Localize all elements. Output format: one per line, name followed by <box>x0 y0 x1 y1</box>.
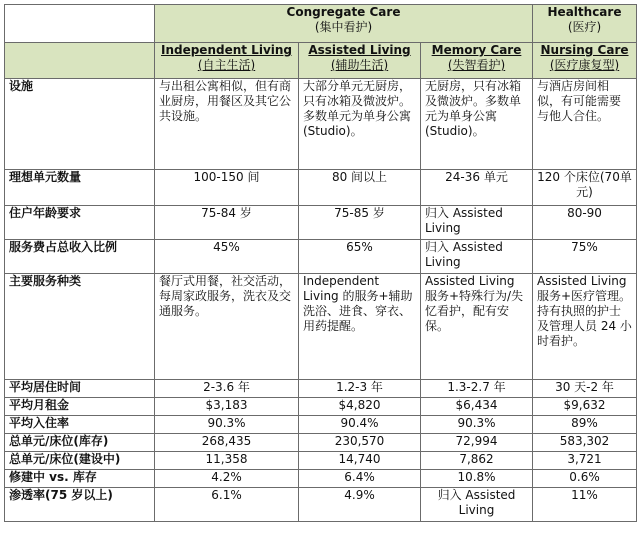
table-cell: 餐厅式用餐，社交活动，每周家政服务，洗衣及交通服务。 <box>155 274 299 380</box>
row-label: 理想单元数量 <box>5 170 155 206</box>
column-title-en: Memory Care <box>431 43 522 57</box>
row-label: 平均居住时间 <box>5 380 155 398</box>
table-cell: 90.4% <box>299 416 421 434</box>
row-label: 平均月租金 <box>5 398 155 416</box>
column-title-zh: (自主生活) <box>197 58 256 72</box>
column-header-row <box>5 43 637 79</box>
table-cell: 80-90 <box>533 206 637 240</box>
group-header-healthcare <box>533 5 637 43</box>
row-label: 服务费占总收入比例 <box>5 240 155 274</box>
column-title-zh: (失智看护) <box>447 58 506 72</box>
table-row <box>5 434 637 452</box>
column-title-zh: (辅助生活) <box>330 58 389 72</box>
table-cell: $3,183 <box>155 398 299 416</box>
column-title-zh: (医疗康复型) <box>549 58 620 72</box>
table-cell: 4.2% <box>155 470 299 488</box>
table-row <box>5 79 637 170</box>
group-title-zh: (集中看护) <box>314 20 373 34</box>
table-cell: 4.9% <box>299 488 421 522</box>
table-cell: Assisted Living 服务+医疗管理。持有执照的护士及管理人员 24 小时看护。 <box>533 274 637 380</box>
table-cell: 80 间以上 <box>299 170 421 206</box>
table-cell: 归入 Assisted Living <box>421 488 533 522</box>
table-cell: 24-36 单元 <box>421 170 533 206</box>
table-row <box>5 274 637 380</box>
table-cell: 11,358 <box>155 452 299 470</box>
group-title-en: Congregate Care <box>286 5 401 19</box>
table-cell: 0.6% <box>533 470 637 488</box>
column-header-assisted-living <box>299 43 421 79</box>
table-cell: Independent Living 的服务+辅助洗浴、进食、穿衣、用药提醒。 <box>299 274 421 380</box>
table-cell: 6.4% <box>299 470 421 488</box>
table-cell: 7,862 <box>421 452 533 470</box>
table-cell: 14,740 <box>299 452 421 470</box>
table-cell: 90.3% <box>155 416 299 434</box>
row-label: 住户年龄要求 <box>5 206 155 240</box>
column-header-memory-care <box>421 43 533 79</box>
column-title-en: Assisted Living <box>308 43 411 57</box>
table-cell: $4,820 <box>299 398 421 416</box>
table-cell: 90.3% <box>421 416 533 434</box>
row-label: 总单元/床位(库存) <box>5 434 155 452</box>
row-label: 平均入住率 <box>5 416 155 434</box>
table-cell: 120 个床位(70单元) <box>533 170 637 206</box>
table-row <box>5 206 637 240</box>
table-cell: 无厨房，只有冰箱及微波炉。多数单元为单身公寓(Studio)。 <box>421 79 533 170</box>
table-cell: 11% <box>533 488 637 522</box>
column-title-en: Nursing Care <box>540 43 629 57</box>
table-row <box>5 380 637 398</box>
table-cell: 归入 Assisted Living <box>421 206 533 240</box>
table-row <box>5 488 637 522</box>
column-header-independent-living <box>155 43 299 79</box>
header-corner-lower <box>5 43 155 79</box>
table-cell: 75-85 岁 <box>299 206 421 240</box>
table-cell: 72,994 <box>421 434 533 452</box>
table-cell: 30 天-2 年 <box>533 380 637 398</box>
table-cell: 大部分单元无厨房，只有冰箱及微波炉。多数单元为单身公寓(Studio)。 <box>299 79 421 170</box>
table-cell: 3,721 <box>533 452 637 470</box>
table-row <box>5 416 637 434</box>
table-cell: $6,434 <box>421 398 533 416</box>
table-cell: 75% <box>533 240 637 274</box>
table-cell: 75-84 岁 <box>155 206 299 240</box>
table-cell: 45% <box>155 240 299 274</box>
table-cell: 65% <box>299 240 421 274</box>
row-label: 总单元/床位(建设中) <box>5 452 155 470</box>
table-cell: 583,302 <box>533 434 637 452</box>
table-cell: 268,435 <box>155 434 299 452</box>
table-row <box>5 470 637 488</box>
table-cell: 1.3-2.7 年 <box>421 380 533 398</box>
table-row <box>5 240 637 274</box>
table-cell: $9,632 <box>533 398 637 416</box>
header-corner <box>5 5 155 43</box>
table-row <box>5 170 637 206</box>
table-cell: 与出租公寓相似，但有商业厨房，用餐区及其它公共设施。 <box>155 79 299 170</box>
column-title-en: Independent Living <box>160 43 293 57</box>
row-label: 渗透率(75 岁以上) <box>5 488 155 522</box>
table-cell: 100-150 间 <box>155 170 299 206</box>
row-label: 主要服务种类 <box>5 274 155 380</box>
group-header-row <box>5 5 637 43</box>
table-cell: 10.8% <box>421 470 533 488</box>
row-label: 设施 <box>5 79 155 170</box>
table-cell: 89% <box>533 416 637 434</box>
table-row <box>5 452 637 470</box>
group-title-zh: (医疗) <box>567 20 602 34</box>
table-cell: Assisted Living 服务+特殊行为/失忆看护，配有安保。 <box>421 274 533 380</box>
column-header-nursing-care <box>533 43 637 79</box>
table-cell: 与酒店房间相似，有可能需要与他人合住。 <box>533 79 637 170</box>
table-cell: 1.2-3 年 <box>299 380 421 398</box>
group-title-en: Healthcare <box>547 5 622 19</box>
group-header-congregate-care <box>155 5 533 43</box>
table-cell: 归入 Assisted Living <box>421 240 533 274</box>
table-row <box>5 398 637 416</box>
table-cell: 6.1% <box>155 488 299 522</box>
table-cell: 230,570 <box>299 434 421 452</box>
table-cell: 2-3.6 年 <box>155 380 299 398</box>
row-label: 修建中 vs. 库存 <box>5 470 155 488</box>
care-comparison-table <box>4 4 637 522</box>
